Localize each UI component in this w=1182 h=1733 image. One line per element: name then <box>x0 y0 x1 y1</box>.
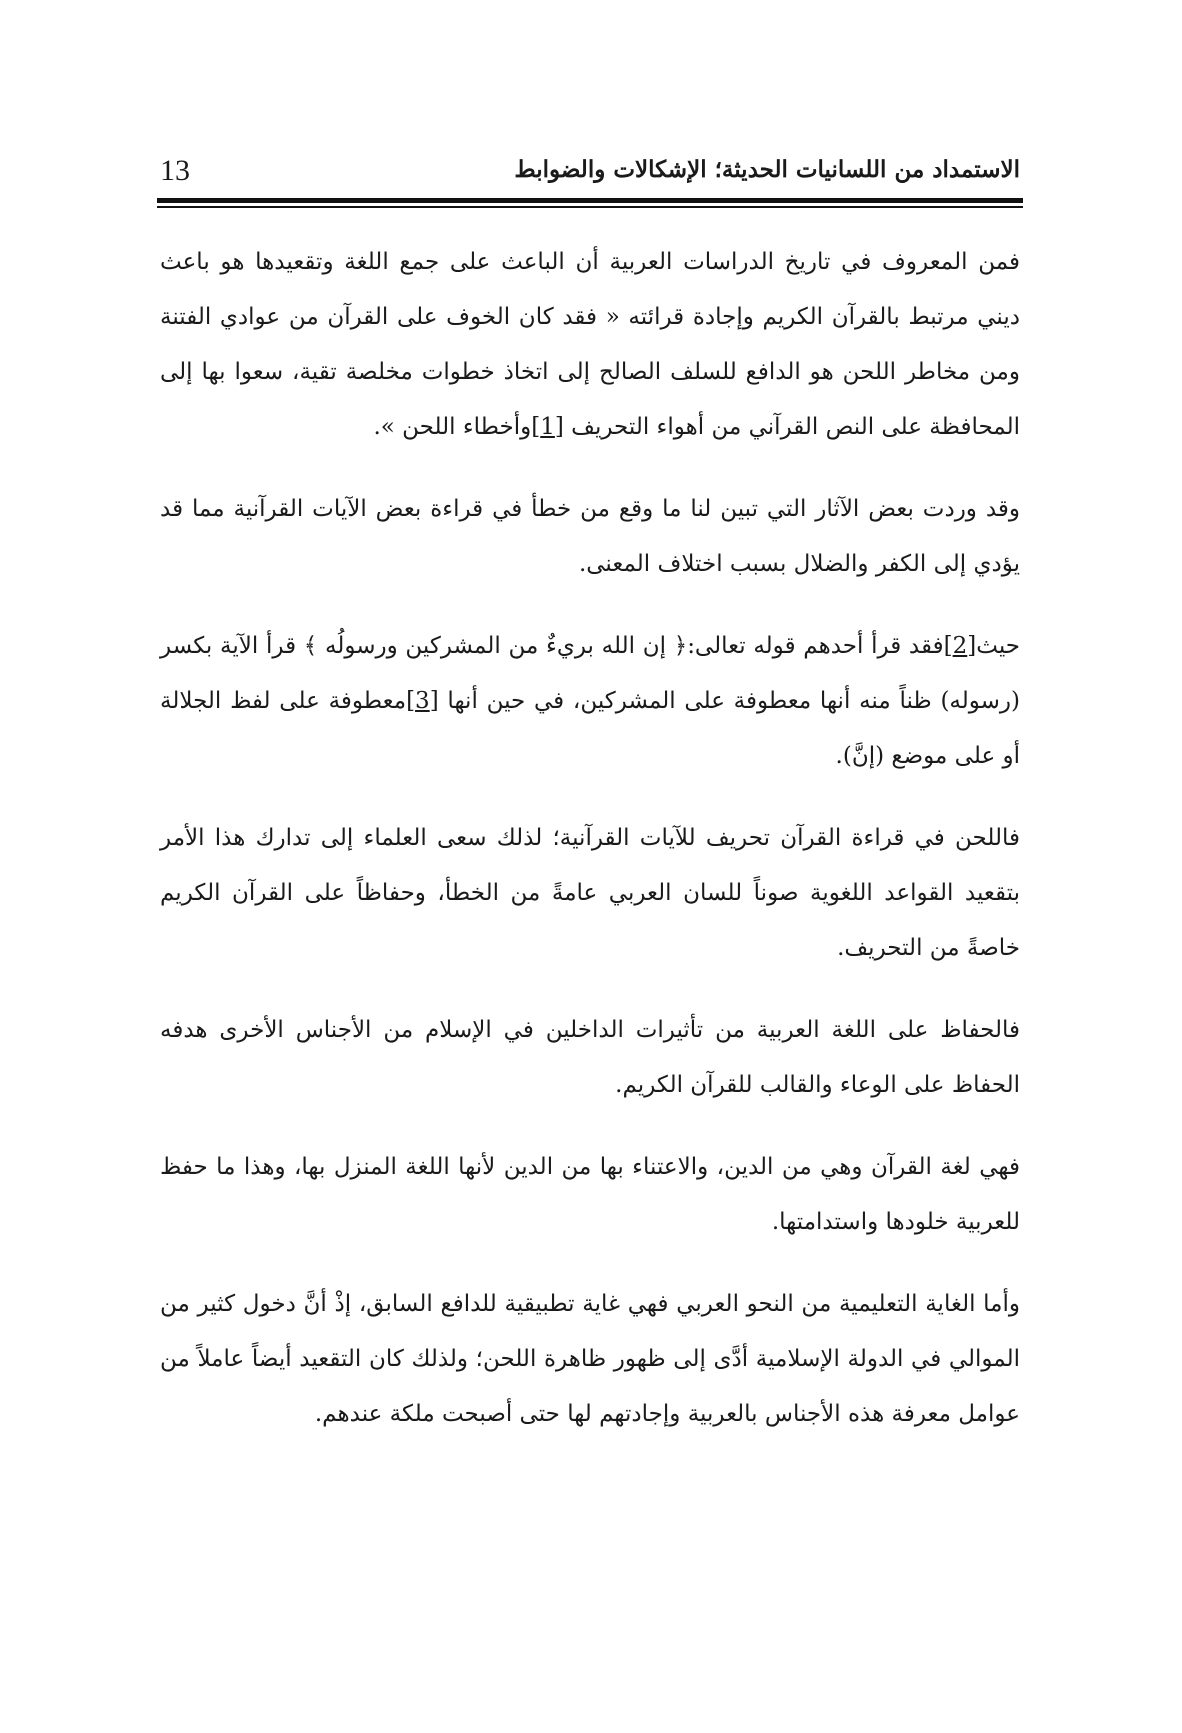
paragraph-2-text: وقد وردت بعض الآثار التي تبين لنا ما وقع من خطأ في قراءة بعض الآيات القرآنية مما قد يؤدي إلى الكفر والضلال بسبب اختلاف المعنى. <box>160 496 1020 577</box>
page-number: 13 <box>160 154 190 187</box>
paragraph-7 <box>160 1277 1020 1442</box>
paragraph-1-text: فمن المعروف في تاريخ الدراسات العربية أن الباعث على جمع اللغة وتقعيدها هو باعث ديني مرتبط بالقرآن الكريم وإجادة قرائته « فقد كان الخوف على القرآن من عوادي الفتنة ومن مخاطر اللحن هو الدافع للسلف الصالح إلى اتخاذ خطوات مخلصة تقية، سعوا بها إلى المحافظة على النص القرآني من أهواء التحريف <box>160 249 1020 440</box>
paragraph-5 <box>160 1003 1020 1113</box>
paragraph-3 <box>160 619 1020 784</box>
paragraph-4-text: فاللحن في قراءة القرآن تحريف للآيات القرآنية؛ لذلك سعى العلماء إلى تدارك هذا الأمر بتقعيد القواعد اللغوية صوناً للسان العربي عامةً من الخطأ، وحفاظاً على القرآن الكريم خاصةً من التحريف. <box>160 825 1020 961</box>
paragraph-1-text-end: وأخطاء اللحن ». <box>373 414 532 440</box>
paragraph-1 <box>160 235 1020 455</box>
paragraph-2 <box>160 482 1020 592</box>
header-rule-thick <box>157 198 1023 203</box>
running-header-title: الاستمداد من اللسانيات الحديثة؛ الإشكالات والضوابط <box>514 156 1020 183</box>
body-text <box>160 235 1020 1469</box>
paragraph-4 <box>160 811 1020 976</box>
paragraph-3-text: حيث <box>976 633 1020 659</box>
footnote-link-2[interactable]: [2] <box>943 633 977 659</box>
paragraph-3-text-mid: فقد قرأ أحدهم قوله تعالى:﴿ إن الله بريءٌ من المشركين ورسولُه ﴾ قرأ الآية بكسر (رسوله) ظناً منه أنها معطوفة على المشركين، في حين أنها <box>160 633 1021 714</box>
running-header <box>160 150 1020 196</box>
footnote-link-3[interactable]: [3] <box>406 688 439 714</box>
header-rule-thin <box>157 206 1023 208</box>
paragraph-7-text: وأما الغاية التعليمية من النحو العربي فهي غاية تطبيقية للدافع السابق، إذْ أنَّ دخول كثير من الموالي في الدولة الإسلامية أدَّى إلى ظهور ظاهرة اللحن؛ ولذلك كان التقعيد أيضاً عاملاً من عوامل معرفة هذه الأجناس بالعربية وإجادتهم لها حتى أصبحت ملكة عندهم. <box>160 1291 1020 1427</box>
paragraph-6-text: فهي لغة القرآن وهي من الدين، والاعتناء بها من الدين لأنها اللغة المنزل بها، وهذا ما حفظ للعربية خلودها واستدامتها. <box>160 1154 1020 1235</box>
footnote-link-1[interactable]: [1] <box>531 414 564 440</box>
paragraph-5-text: فالحفاظ على اللغة العربية من تأثيرات الداخلين في الإسلام من الأجناس الأخرى هدفه الحفاظ على الوعاء والقالب للقرآن الكريم. <box>160 1017 1020 1098</box>
paragraph-6 <box>160 1140 1020 1250</box>
paragraph-3-text-end: معطوفة على لفظ الجلالة أو على موضع (إنَّ). <box>160 688 1020 769</box>
